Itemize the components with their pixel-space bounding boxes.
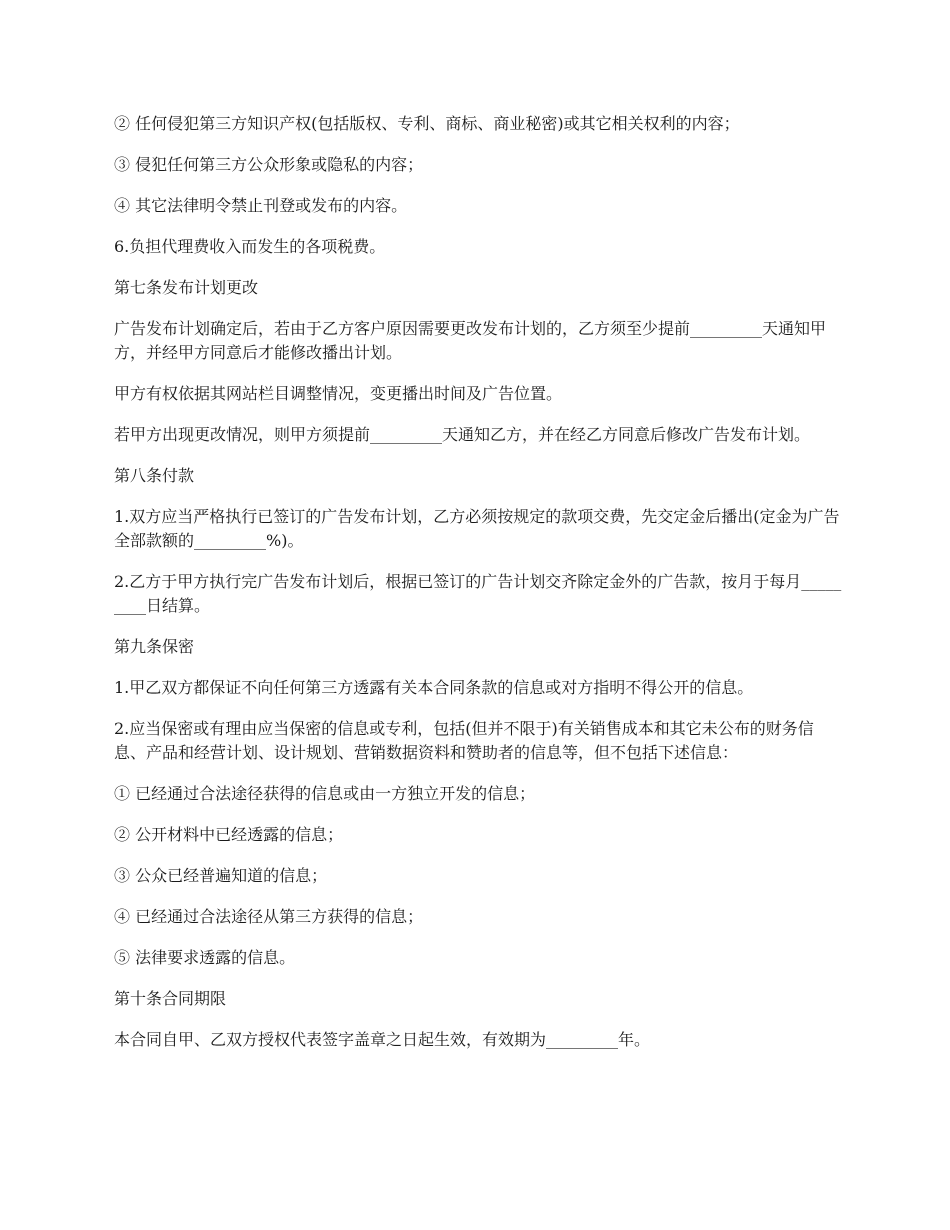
clause-term: 本合同自甲、乙双方授权代表签字盖章之日起生效，有效期为_________年。 [114, 1030, 651, 1049]
clause-item-prohibited: ④ 其它法律明令禁止刊登或发布的内容。 [114, 196, 408, 215]
document-body [114, 112, 842, 1069]
clause-exception-2: ② 公开材料中已经透露的信息； [114, 825, 344, 844]
clause-payment-settlement: 2.乙方于甲方执行完广告发布计划后，根据已签订的广告计划交齐除定金外的广告款，按月于每月_________日结算。 [114, 572, 842, 615]
clause-item-privacy: ③ 侵犯任何第三方公众形象或隐私的内容； [114, 155, 424, 174]
clause-taxes: 6.负担代理费收入而发生的各项税费。 [114, 237, 386, 256]
clause-confidentiality-1: 1.甲乙双方都保证不向任何第三方透露有关本合同条款的信息或对方指明不得公开的信息。 [114, 678, 754, 697]
section-heading-10: 第十条合同期限 [114, 989, 227, 1008]
clause-plan-change-rights: 甲方有权依据其网站栏目调整情况，变更播出时间及广告位置。 [114, 384, 563, 403]
clause-confidentiality-2: 2.应当保密或有理由应当保密的信息或专利，包括(但并不限于)有关销售成本和其它未公布的财务信息、产品和经营计划、设计规划、营销数据资料和赞助者的信息等，但不包括下述信息： [114, 719, 814, 762]
clause-exception-3: ③ 公众已经普遍知道的信息； [114, 866, 328, 885]
clause-payment-deposit: 1.双方应当严格执行已签订的广告发布计划，乙方必须按规定的款项交费，先交定金后播出(定金为广告全部款额的_________%)。 [114, 507, 840, 550]
section-heading-7: 第七条发布计划更改 [114, 278, 259, 297]
clause-exception-4: ④ 已经通过合法途径从第三方获得的信息； [114, 907, 424, 926]
clause-plan-change-party-a: 若甲方出现更改情况，则甲方须提前_________天通知乙方，并在经乙方同意后修改广告发布计划。 [114, 425, 811, 444]
clause-exception-1: ① 已经通过合法途径获得的信息或由一方独立开发的信息； [114, 784, 536, 803]
clause-item-ip-infringement: ② 任何侵犯第三方知识产权(包括版权、专利、商标、商业秘密)或其它相关权利的内容； [114, 114, 740, 133]
section-heading-8: 第八条付款 [114, 466, 195, 485]
clause-exception-5: ⑤ 法律要求透露的信息。 [114, 948, 296, 967]
section-heading-9: 第九条保密 [114, 637, 195, 656]
clause-plan-change-party-b: 广告发布计划确定后，若由于乙方客户原因需要更改发布计划的，乙方须至少提前_________天通知甲方，并经甲方同意后才能修改播出计划。 [114, 319, 827, 362]
